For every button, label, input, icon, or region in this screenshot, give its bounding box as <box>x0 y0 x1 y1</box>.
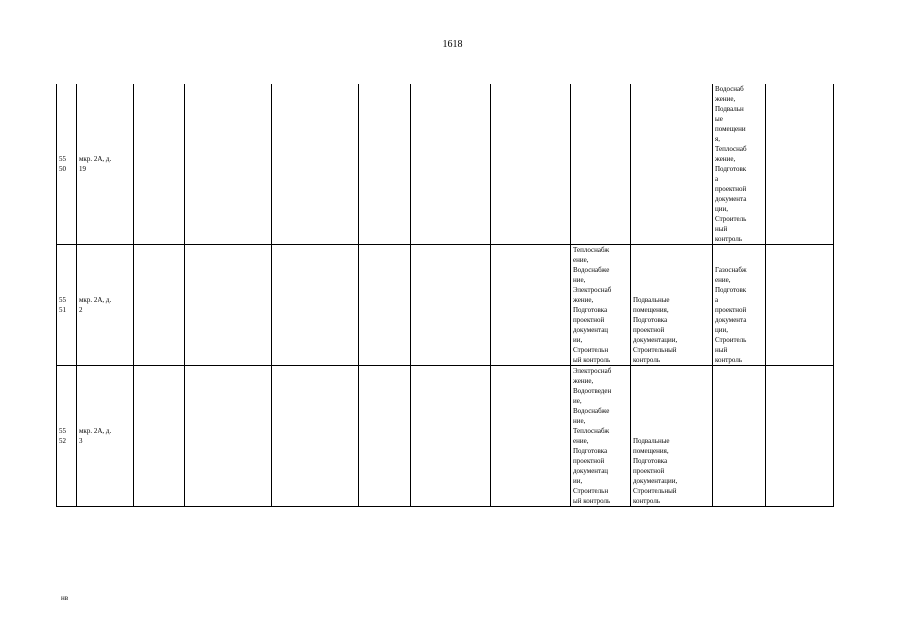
cell-text-line: ный <box>715 225 728 233</box>
cell-text-line: проектной <box>573 457 605 465</box>
cell-text-line: мкр. 2А, д. <box>79 296 112 304</box>
empty-cell <box>766 366 834 507</box>
footer-mark: нв <box>61 594 69 602</box>
cell-text-line: а <box>715 175 719 183</box>
empty-cell <box>185 245 272 366</box>
works-cell <box>631 84 713 245</box>
empty-cell <box>272 366 359 507</box>
cell-text-line: ые <box>715 115 723 123</box>
cell-text-line: Подготовка <box>573 306 608 314</box>
cell-text-line: контроль <box>633 497 661 505</box>
cell-text-line: ции, <box>715 326 728 334</box>
cell-text-line: 19 <box>79 165 86 173</box>
cell-text-line: жение, <box>573 296 594 304</box>
works-cell <box>571 366 631 507</box>
cell-text-line: 55 <box>59 155 66 163</box>
table-row <box>57 84 834 245</box>
cell-text-line: Строитель <box>715 215 747 223</box>
row-number-cell <box>57 245 77 366</box>
cell-text-line: Теплоснабж <box>573 427 610 435</box>
cell-text-line: 52 <box>59 437 66 445</box>
works-cell <box>631 366 713 507</box>
cell-text-line: ение, <box>715 276 731 284</box>
cell-text-line: помещения, <box>633 447 669 455</box>
empty-cell <box>491 366 571 507</box>
cell-text-line: документац <box>573 467 609 475</box>
cell-text-line: Подготовка <box>573 447 608 455</box>
works-cell <box>631 245 713 366</box>
cell-text-line: ый контроль <box>573 356 611 364</box>
cell-text-line: 55 <box>59 427 66 435</box>
cell-text-line: контроль <box>633 356 661 364</box>
cell-text-line: Газоснабж <box>715 266 747 274</box>
cell-text-line: 50 <box>59 165 66 173</box>
cell-text-line: Строительн <box>573 346 609 354</box>
row-number-cell <box>57 84 77 245</box>
cell-text-line: 51 <box>59 306 66 314</box>
cell-text-line: проектной <box>715 306 747 314</box>
cell-text-line: документации, <box>633 336 678 344</box>
cell-text-line: я, <box>715 135 720 143</box>
cell-text-line: ный <box>715 346 728 354</box>
page-number: 1618 <box>442 39 463 50</box>
cell-text-line: Строительный <box>633 346 677 354</box>
cell-text-line: ение, <box>573 256 589 264</box>
cell-text-line: контроль <box>715 356 743 364</box>
empty-cell <box>272 84 359 245</box>
cell-text-line: Подвальн <box>715 105 744 113</box>
cell-text-line: ии, <box>573 477 583 485</box>
row-number-cell <box>57 366 77 507</box>
empty-cell <box>134 245 185 366</box>
works-cell <box>571 84 631 245</box>
cell-text-line: помещения, <box>633 306 669 314</box>
empty-cell <box>491 84 571 245</box>
cell-text-line: Строительн <box>573 487 609 495</box>
cell-text-line: Водоотведен <box>573 387 612 395</box>
works-cell <box>571 245 631 366</box>
cell-text-line: проектной <box>633 326 665 334</box>
cell-text-line: 2 <box>79 306 83 314</box>
address-cell <box>77 245 134 366</box>
cell-text-line: мкр. 2А, д. <box>79 427 112 435</box>
works-cell <box>713 84 766 245</box>
empty-cell <box>134 84 185 245</box>
cell-text-line: ние, <box>573 276 586 284</box>
cell-text-line: документац <box>573 326 609 334</box>
cell-text-line: помещени <box>715 125 746 133</box>
cell-text-line: проектной <box>715 185 747 193</box>
cell-text-line: Строитель <box>715 336 747 344</box>
cell-text-line: Водоснаб <box>715 85 744 93</box>
cell-text-line: Подвальные <box>633 296 670 304</box>
empty-cell <box>185 84 272 245</box>
table-row <box>57 366 834 507</box>
cell-text-line: документации, <box>633 477 678 485</box>
empty-cell <box>411 245 491 366</box>
cell-text-line: 55 <box>59 296 66 304</box>
empty-cell <box>134 366 185 507</box>
works-cell <box>713 366 766 507</box>
address-cell <box>77 84 134 245</box>
cell-text-line: Подготовка <box>633 457 668 465</box>
cell-text-line: ение, <box>573 437 589 445</box>
table-row <box>57 245 834 366</box>
cell-text-line: контроль <box>715 235 743 243</box>
cell-text-line: ние, <box>573 417 586 425</box>
cell-text-line: проектной <box>633 467 665 475</box>
cell-text-line: ии, <box>573 336 583 344</box>
empty-cell <box>359 366 411 507</box>
cell-text-line: ие, <box>573 397 582 405</box>
cell-text-line: жение, <box>715 155 736 163</box>
cell-text-line: жение, <box>573 377 594 385</box>
cell-text-line: 3 <box>79 437 83 445</box>
address-cell <box>77 366 134 507</box>
empty-cell <box>491 245 571 366</box>
cell-text-line: Подготовка <box>633 316 668 324</box>
empty-cell <box>411 84 491 245</box>
cell-text-line: документа <box>715 195 747 203</box>
cell-text-line: Теплоснабж <box>573 246 610 254</box>
empty-cell <box>359 245 411 366</box>
empty-cell <box>766 84 834 245</box>
empty-cell <box>359 84 411 245</box>
cell-text-line: Электроснаб <box>573 286 612 294</box>
cell-text-line: Электроснаб <box>573 367 612 375</box>
cell-text-line: ции, <box>715 205 728 213</box>
cell-text-line: Строительный <box>633 487 677 495</box>
cell-text-line: проектной <box>573 316 605 324</box>
cell-text-line: мкр. 2А, д. <box>79 155 112 163</box>
cell-text-line: Теплоснаб <box>715 145 747 153</box>
cell-text-line: Водоснабже <box>573 266 610 274</box>
empty-cell <box>185 366 272 507</box>
cell-text-line: Подвальные <box>633 437 670 445</box>
data-table <box>56 84 834 507</box>
cell-text-line: а <box>715 296 719 304</box>
cell-text-line: Подготовк <box>715 286 747 294</box>
empty-cell <box>272 245 359 366</box>
cell-text-line: документа <box>715 316 747 324</box>
empty-cell <box>411 366 491 507</box>
cell-text-line: Подготовк <box>715 165 747 173</box>
cell-text-line: ый контроль <box>573 497 611 505</box>
empty-cell <box>766 245 834 366</box>
cell-text-line: жение, <box>715 95 736 103</box>
cell-text-line: Водоснабже <box>573 407 610 415</box>
works-cell <box>713 245 766 366</box>
